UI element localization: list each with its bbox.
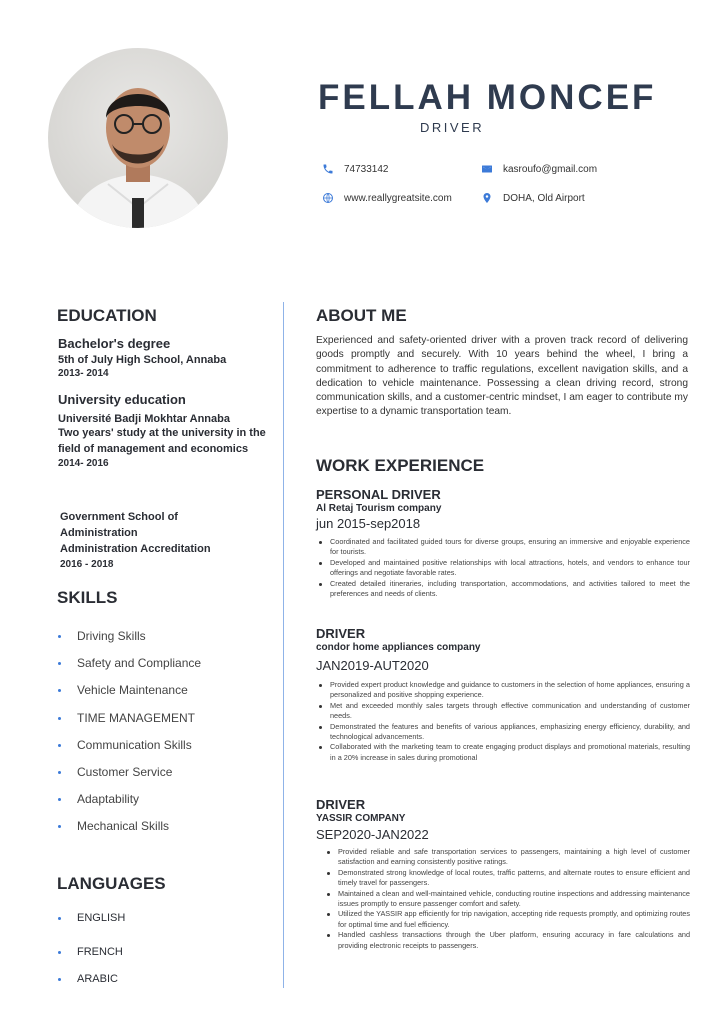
profile-photo: [48, 48, 228, 228]
language-item: FRENCH: [58, 946, 123, 958]
location-pin-icon: [481, 192, 493, 204]
language-item: ENGLISH: [58, 912, 125, 924]
job-company: Al Retaj Tourism company: [316, 503, 442, 514]
job-bullet: Demonstrated the features and benefits of various appliances, emphasizing energy efficiency, durability, and technological advancements.: [316, 722, 690, 743]
contact-website: [322, 192, 452, 204]
contact-location: [481, 192, 585, 204]
job-title: DRIVER: [316, 626, 366, 641]
skill-item: Driving Skills: [58, 629, 201, 656]
job-bullets: [316, 680, 690, 763]
education-degree: Bachelor's degree: [58, 336, 171, 351]
education-degree: University education: [58, 392, 186, 407]
education-entry: [58, 335, 273, 381]
job-dates: JAN2019-AUT2020: [316, 658, 429, 673]
job-bullet: Developed and maintained positive relationships with local attractions, hotels, and vendors to enhance tour offerings and negotiate favorable rates.: [316, 558, 690, 579]
job-bullet: Met and exceeded monthly sales targets through effective communication and understanding of customer needs.: [316, 701, 690, 722]
job-title: DRIVER: [316, 797, 366, 812]
education-entry: [58, 391, 273, 471]
skill-item: Adaptability: [58, 792, 201, 819]
job-entry: [316, 797, 690, 951]
email-text: kasroufo@gmail.com: [503, 163, 598, 175]
candidate-name: FELLAH MONCEF: [318, 78, 657, 117]
skill-item: TIME MANAGEMENT: [58, 711, 201, 738]
contact-phone: [322, 163, 389, 175]
job-bullets: [316, 537, 690, 599]
job-bullet: Collaborated with the marketing team to create engaging product displays and promotional materials, resulting in a 20% increase in sales during promotional: [316, 742, 690, 763]
column-divider: [283, 302, 284, 988]
contact-email: [481, 163, 597, 175]
job-bullet: Coordinated and facilitated guided tours for diverse groups, ensuring an immersive and enjoyable experience for tourists.: [316, 537, 690, 558]
skill-item: Safety and Compliance: [58, 656, 201, 683]
job-bullet: Created detailed itineraries, including transportation, accommodations, and activities tailored to meet the preferences and needs of clients.: [316, 579, 690, 600]
website-text: www.reallygreatsite.com: [344, 192, 452, 204]
globe-icon: [322, 192, 334, 204]
skills-title: SKILLS: [57, 588, 118, 607]
education-years: 2016 - 2018: [60, 558, 114, 570]
education-school: 5th of July High School, Annaba: [58, 353, 227, 366]
skill-item: Customer Service: [58, 765, 201, 792]
job-entry: [316, 626, 690, 763]
education-years: 2013- 2014: [58, 368, 109, 380]
job-title: PERSONAL DRIVER: [316, 487, 441, 502]
languages-title: LANGUAGES: [57, 874, 166, 893]
job-bullets: [316, 847, 690, 951]
education-school: Government School of Administration: [60, 511, 178, 539]
phone-text: 74733142: [344, 163, 389, 175]
about-text: Experienced and safety-oriented driver with a proven track record of delivering goods promptly and securely. With 10 years behind the wheel, I bring a commitment to adherence to traffic regulations, excellent navigation skills, and a dedication to vehicle maintenance. Possessing a clean driving record, strong communication skills, and a customer-centric mindset, I am eager to contribute my expertise to a dynamic transportation team.: [316, 335, 688, 418]
job-bullet: Provided expert product knowledge and guidance to customers in the selection of home appliances, ensuring a personalized and positive shopping experience.: [316, 680, 690, 701]
job-bullet: Demonstrated strong knowledge of local routes, traffic patterns, and alternate routes to ensure efficient and timely travel for passengers.: [324, 868, 690, 889]
job-bullet: Provided reliable and safe transportation services to passengers, maintaining a high level of customer satisfaction and earning consistently positive ratings.: [324, 847, 690, 868]
profile-photo-illustration: [48, 48, 228, 228]
education-years: 2014- 2016: [58, 458, 109, 470]
education-detail: Administration Accreditation: [60, 542, 211, 555]
language-item: ARABIC: [58, 973, 118, 985]
location-text: DOHA, Old Airport: [503, 192, 585, 204]
job-company: YASSIR COMPANY: [316, 813, 406, 824]
education-school: Université Badji Mokhtar Annaba: [58, 412, 230, 425]
work-title: WORK EXPERIENCE: [316, 456, 485, 475]
job-bullet: Maintained a clean and well-maintained vehicle, conducting routine inspections and addressing maintenance issues promptly to ensure passenger comfort and safety.: [324, 889, 690, 910]
job-company: condor home appliances company: [316, 642, 481, 653]
phone-icon: [322, 163, 334, 175]
about-title: ABOUT ME: [316, 306, 407, 325]
skill-item: Mechanical Skills: [58, 819, 201, 846]
job-bullet: Utilized the YASSIR app efficiently for trip navigation, accepting ride requests promptly, and optimizing routes for optimal time and fuel efficiency.: [324, 909, 690, 930]
candidate-role: DRIVER: [420, 120, 485, 135]
job-dates: jun 2015-sep2018: [316, 516, 421, 531]
education-entry: [60, 510, 240, 572]
job-dates: SEP2020-JAN2022: [316, 827, 429, 842]
skill-item: Communication Skills: [58, 738, 201, 765]
education-detail: Two years' study at the university in the field of management and economics: [58, 427, 266, 455]
job-entry: [316, 487, 690, 599]
skill-item: Vehicle Maintenance: [58, 683, 201, 710]
email-icon: [481, 163, 493, 175]
job-bullet: Handled cashless transactions through the Uber platform, ensuring accuracy in fare calculations and providing electronic receipts to passengers.: [324, 930, 690, 951]
education-title: EDUCATION: [57, 306, 157, 325]
skills-list: [58, 629, 201, 847]
